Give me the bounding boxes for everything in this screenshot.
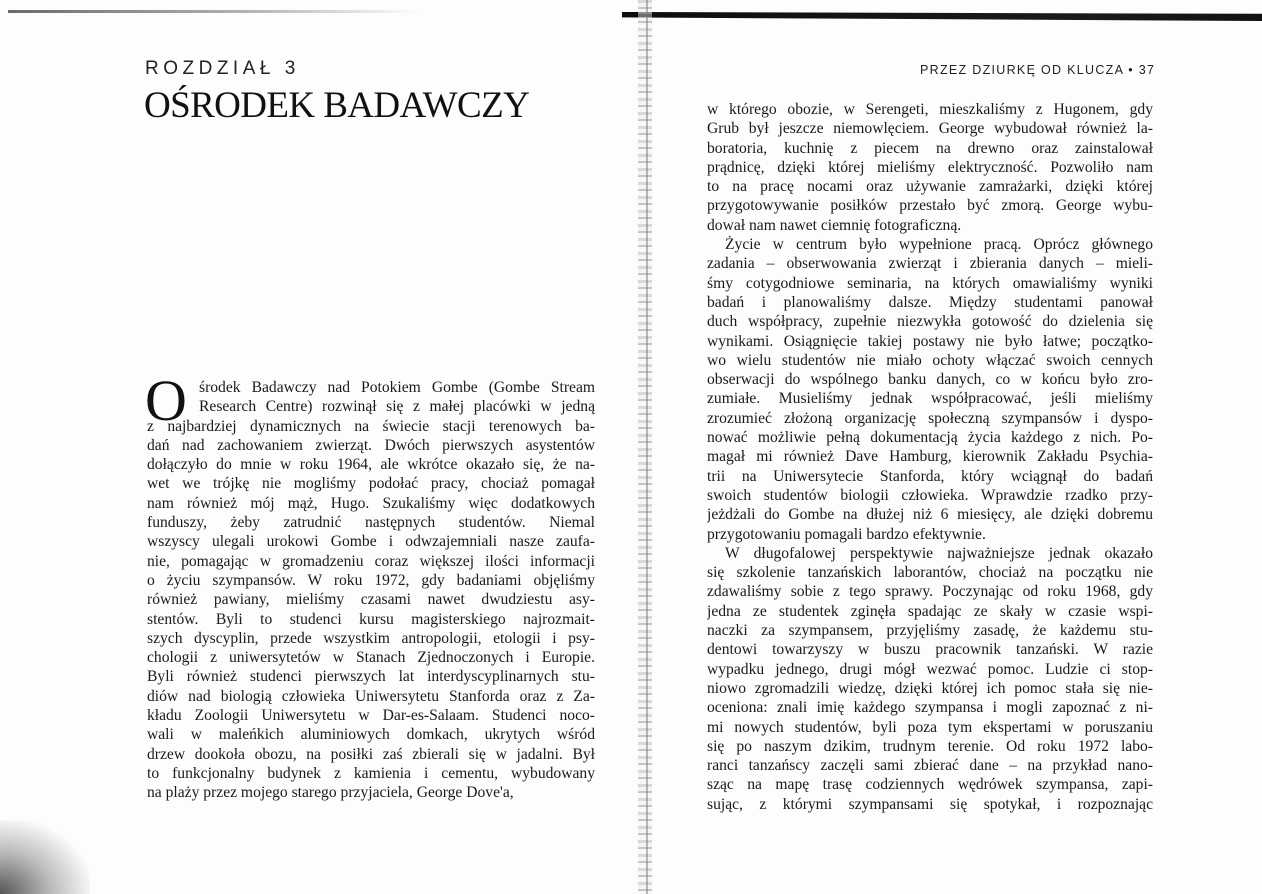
chapter-title: OŚRODEK BADAWCZY (144, 85, 530, 126)
text-line: naczki za szympansem, przyjęliśmy zasadę, że każdemu stu- (707, 622, 1153, 640)
text-line: na plaży przez mojego starego przyjaciela, George Dove'a, (147, 784, 514, 802)
text-line: nować możliwie pełną dokumentacją życia każdego z nich. Po- (707, 429, 1153, 447)
text-line: chologii z uniwersytetów w Stanach Zjednoczonych i Europie. (147, 649, 595, 667)
text-line: duch współpracy, zupełnie niezwykła gotowość do dzielenia się (707, 313, 1153, 331)
text-line: niowo zgromadzili wiedzę, dzięki której ich pomoc stała się nie- (707, 679, 1153, 697)
text-line: sząc na mapę trasę codziennych wędrówek szympansa, zapi- (707, 776, 1153, 794)
text-line: ranci tanzańscy zaczęli sami zbierać dane – na przykład nano- (707, 757, 1153, 775)
text-line: się szkolenie tanzańskich laborantów, chociaż na początku nie (707, 564, 1153, 582)
text-line: jedna ze studentek zginęła spadając ze skały w czasie wspi- (707, 602, 1153, 620)
text-line: wynikami. Osiągnięcie takiej postawy nie było łatwe; początko- (707, 332, 1153, 350)
text-line: magał mi również Dave Hamburg, kierownik Zakładu Psychia- (707, 448, 1153, 466)
text-line: przygotowaniu pomagali bardzo efektywnie. (707, 525, 986, 543)
left-body-text (145, 368, 595, 803)
text-line: zdawaliśmy sobie z tego sprawy. Poczynając od roku 1968, gdy (707, 583, 1153, 601)
text-line: obserwacji do wspólnego banku danych, co w końcu było zro- (707, 371, 1153, 389)
text-line: wali w maleńkich aluminiowych domkach, ukrytych wśród (147, 726, 595, 744)
text-line: trii na Uniwersytecie Stanforda, który wciągnął do badań (707, 467, 1153, 485)
text-line: również pawiany, mieliśmy czasami nawet dwudziestu asy- (147, 591, 595, 609)
text-line: mi nowych studentów, byli poza tym ekspertami w poruszaniu (707, 718, 1153, 736)
text-line: dował nam nawet ciemnię fotograficzną. (707, 216, 962, 234)
book-gutter-line (646, 0, 648, 894)
text-line: stentów. Byli to studenci kursu magisterskiego najrozmait- (147, 610, 595, 628)
text-line: dentowi towarzyszy w buszu pracownik tanzański. W razie (707, 641, 1153, 659)
text-line: zrozumieć złożoną organizację społeczną szympansów i dyspo- (707, 409, 1153, 427)
text-line: Grub był jeszcze niemowlęciem. George wybudował również la- (707, 120, 1153, 138)
text-line: diów nad biologią człowieka Uniwersytetu Stanforda oraz z Za- (147, 687, 595, 705)
text-line: boratoria, kuchnię z piecem na drewno oraz zainstalował (707, 139, 1153, 157)
chapter-label: ROZDZIAŁ 3 (145, 58, 300, 79)
scan-shadow (0, 820, 90, 894)
drop-cap: O (145, 368, 187, 433)
text-line: swoich studentów biologii człowieka. Wprawdzie rzadko przy- (707, 486, 1153, 504)
text-line: Research Centre) rozwinął się z małej placówki w jedną (199, 398, 595, 416)
text-line: o życiu szympansów. W roku 1972, gdy badaniami objęliśmy (147, 571, 595, 589)
text-line: wet we trójkę nie mogliśmy podołać pracy, chociaż pomagał (147, 475, 595, 493)
right-body-text (707, 100, 1153, 814)
text-line: wszyscy ulegali urokowi Gombe i odwzajemniali nasze zaufa- (147, 533, 595, 551)
text-line: z najbardziej dynamicznych na świecie stacji terenowych ba- (147, 417, 595, 435)
scan-edge-artifact (8, 10, 418, 13)
text-line: w którego obozie, w Serengeti, mieszkaliśmy z Hugonem, gdy (707, 101, 1153, 118)
text-line: przygotowywanie posiłków przestało być zmorą. George wybu- (707, 197, 1153, 215)
text-line: W długofalowej perspektywie najważniejsze jednak okazało (725, 544, 1153, 562)
text-line: zumiałe. Musieliśmy jednak współpracować, jeśli mieliśmy (707, 390, 1153, 408)
text-line: dołączyło do mnie w roku 1964, ale wkrótce okazało się, że na- (147, 456, 595, 474)
text-line: się po naszym dzikim, trudnym terenie. Od roku 1972 labo- (707, 737, 1153, 755)
running-head: PRZEZ DZIURKĘ OD KLUCZA • 37 (920, 63, 1156, 77)
text-line: Byli również studenci pierwszych lat interdyscyplinarnych stu- (147, 668, 595, 686)
text-line: nie, pomagając w gromadzeniu coraz większej ilości informacji (147, 552, 595, 570)
text-line: Życie w centrum było wypełnione pracą. Oprócz głównego (725, 236, 1153, 254)
scan-edge-artifact (622, 12, 1262, 21)
text-line: oceniona: znali imię każdego szympansa i mogli zapoznać z ni- (707, 699, 1153, 717)
text-line: wypadku jednego, drugi mógł wezwać pomoc. Ludzie ci stop- (707, 660, 1153, 678)
text-line: sując, z którymi szympansami się spotykał, i rozpoznając (707, 795, 1153, 813)
text-line: wo wielu studentów nie miało ochoty włączać swoich cennych (707, 351, 1153, 369)
text-line: dań nad zachowaniem zwierząt. Dwóch pierwszych asystentów (147, 436, 595, 454)
text-line: szych dyscyplin, przede wszystkim antropologii, etologii i psy- (147, 629, 595, 647)
text-line: kładu Zoologii Uniwersytetu w Dar-es-Salaam. Studenci noco- (147, 707, 595, 725)
text-line: funduszy, żeby zatrudnić następnych studentów. Niemal (147, 514, 595, 532)
text-line: środek Badawczy nad Potokiem Gombe (Gombe Stream (199, 379, 595, 396)
text-line: prądnicę, dzięki której mieliśmy elektryczność. Pozwoliło nam (707, 158, 1153, 176)
book-gutter (638, 0, 652, 894)
text-line: drzew dookoła obozu, na posiłki zaś zbierali się w jadalni. Był (147, 745, 595, 763)
text-line: zadania – obserwowania zwierząt i zbierania danych – mieli- (707, 255, 1153, 273)
text-line: to na pracę nocami oraz używanie zamrażarki, dzięki której (707, 178, 1153, 196)
text-line: badań i planowaliśmy dalsze. Między studentami panował (707, 293, 1153, 311)
text-line: śmy cotygodniowe seminaria, na których omawialiśmy wyniki (707, 274, 1153, 292)
text-line: nam również mój mąż, Hugo. Szukaliśmy więc dodatkowych (147, 494, 595, 512)
text-line: jeżdżali do Gombe na dłużej niż 6 miesięcy, ale dzięki dobremu (707, 506, 1153, 524)
text-line: to funkcjonalny budynek z kamienia i cementu, wybudowany (147, 764, 595, 782)
